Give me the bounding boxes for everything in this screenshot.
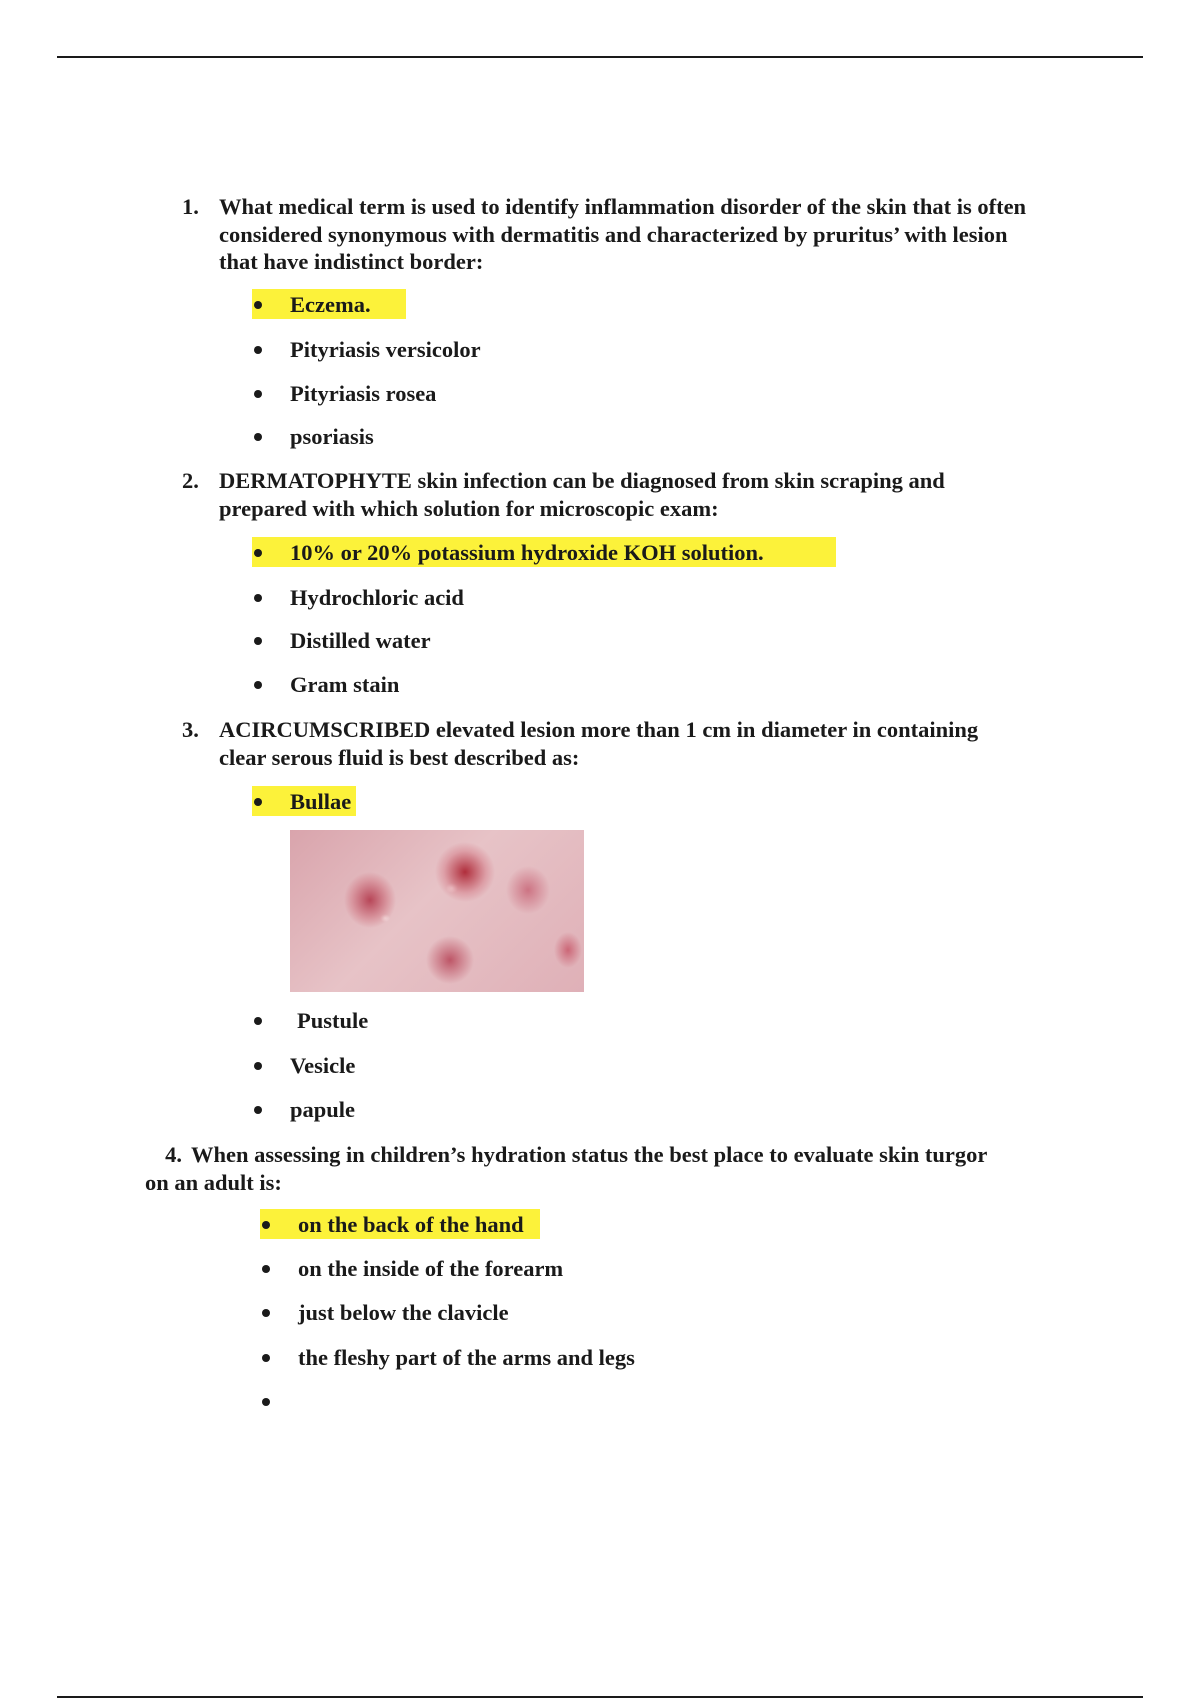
question-text-line: DERMATOPHYTE skin infection can be diagnosed from skin scraping and	[219, 468, 945, 493]
header-rule	[57, 56, 1143, 58]
question-text-line: on an adult is:	[145, 1169, 282, 1195]
question-text-line: What medical term is used to identify inflammation disorder of the skin that is often	[219, 194, 1027, 219]
option-label: Vesicle	[290, 1053, 356, 1078]
option-label: Pityriasis versicolor	[290, 337, 481, 362]
question-number: 2.	[182, 468, 199, 493]
option-label: psoriasis	[290, 424, 374, 449]
option-label: just below the clavicle	[298, 1300, 509, 1325]
option-label: Pustule	[297, 1008, 369, 1033]
option-label: Eczema.	[290, 292, 371, 317]
question-text-line: When assessing in children’s hydration status the best place to evaluate skin turgor	[191, 1142, 988, 1167]
question-number: 3.	[182, 717, 199, 742]
option-label: the fleshy part of the arms and legs	[298, 1345, 635, 1370]
option-label: on the inside of the forearm	[298, 1256, 564, 1281]
option-label: 10% or 20% potassium hydroxide KOH solution.	[290, 540, 764, 565]
option-label: Hydrochloric acid	[290, 585, 464, 610]
question-text-line: that have indistinct border:	[219, 249, 484, 274]
question-4	[145, 1141, 1105, 1196]
option-label: papule	[290, 1097, 356, 1122]
option-label: Pityriasis rosea	[290, 381, 437, 406]
question-text-line: considered synonymous with dermatitis and characterized by pruritus’ with lesion	[219, 221, 1008, 247]
option-label: on the back of the hand	[298, 1212, 524, 1237]
question-number: 1.	[182, 194, 199, 219]
question-text-line: prepared with which solution for microscopic exam:	[219, 495, 719, 521]
option-label: Gram stain	[290, 672, 400, 697]
question-text-line: clear serous fluid is best described as:	[219, 744, 580, 770]
option-label: Distilled water	[290, 628, 431, 653]
option-label: Bullae	[290, 789, 352, 814]
question-number: 4.	[165, 1142, 182, 1167]
footer-rule	[57, 1696, 1143, 1698]
bullae-skin-photo	[290, 830, 584, 992]
question-text-line: ACIRCUMSCRIBED elevated lesion more than 1 cm in diameter in containing	[219, 717, 979, 742]
